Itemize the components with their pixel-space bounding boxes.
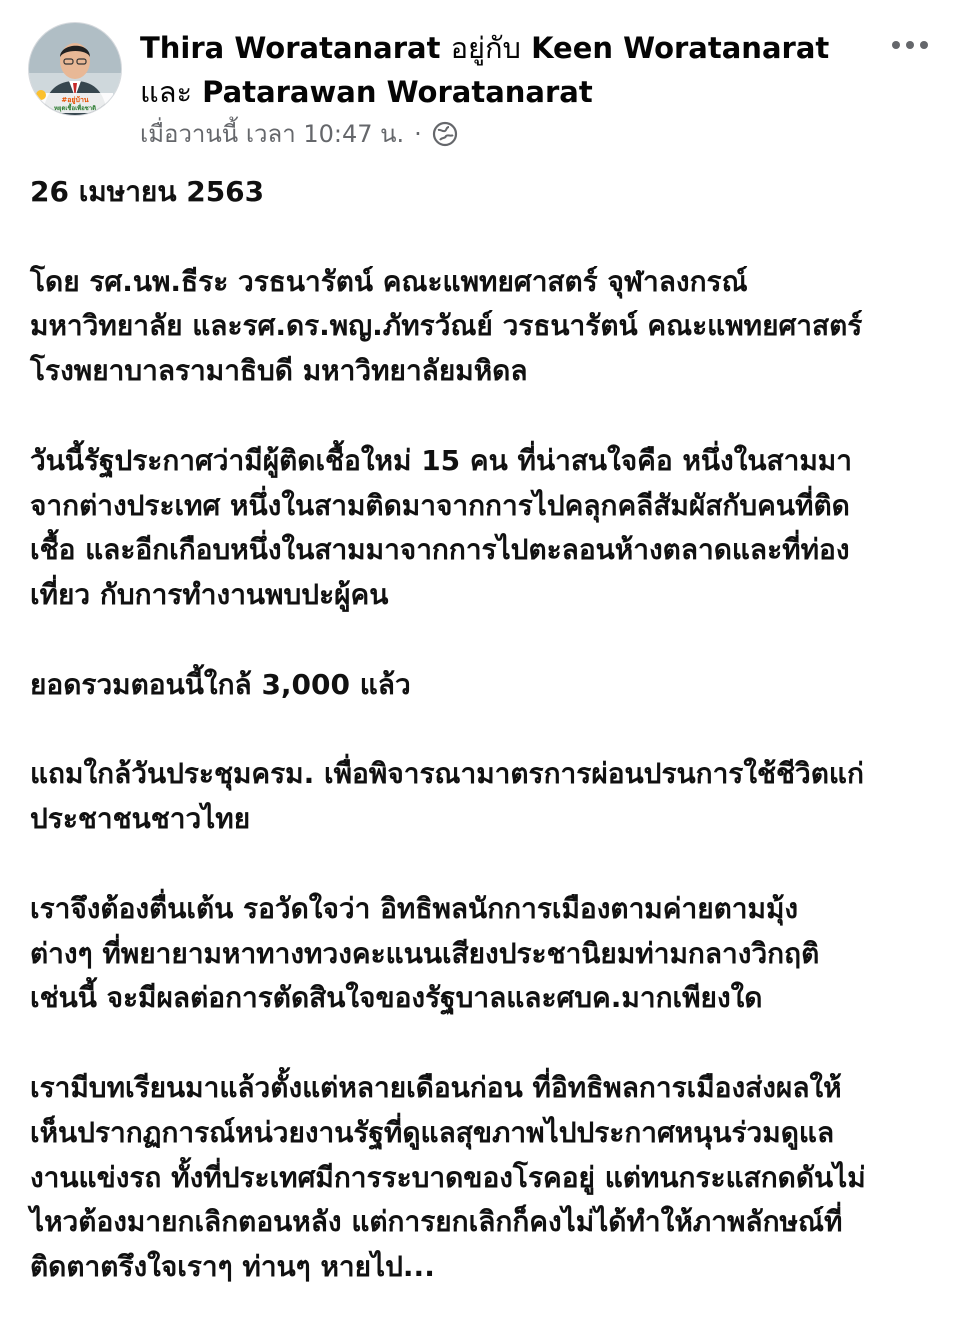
avatar-caption-1: #อยู่บ้าน <box>61 96 89 104</box>
and-text: และ <box>140 75 193 109</box>
paragraph-line: เรามีบทเรียนมาแล้วตั้งแต่หลายเดือนก่อน ที่อิทธิพลการเมืองส่งผลให้ <box>30 1070 842 1104</box>
paragraph-line: เห็นปรากฏการณ์หน่วยงานรัฐที่ดูแลสุขภาพไปประกาศหนุนร่วมดูแล <box>30 1115 835 1149</box>
paragraph-6 <box>30 1066 940 1290</box>
paragraph-line: เราจึงต้องตื่นเต้น รอวัดใจว่า อิทธิพลนักการเมืองตามค่ายตามมุ้ง <box>30 891 799 925</box>
paragraph-line: แถมใกล้วันประชุมครม. เพื่อพิจารณามาตรการผ่อนปรนการใช้ชีวิตแก่ <box>30 757 864 791</box>
post-header <box>0 0 960 160</box>
avatar-image <box>29 23 121 115</box>
paragraph-line: เชื้อ และอีกเกือบหนึ่งในสามมาจากการไปตะลอนห้างตลาดและที่ท่อง <box>30 533 850 567</box>
post-date: 26 เมษายน 2563 <box>30 175 265 208</box>
paragraph-line: เช่นนี้ จะมีผลต่อการตัดสินใจของรัฐบาลและศบค.มากเพียงใด <box>30 981 763 1015</box>
paragraph-line: โดย รศ.นพ.ธีระ วรธนารัตน์ คณะแพทยศาสตร์ จุฬาลงกรณ์ <box>30 264 748 298</box>
paragraph-line: มหาวิทยาลัย และรศ.ดร.พญ.ภัทรวัณย์ วรธนารัตน์ คณะแพทยศาสตร์ <box>30 309 863 343</box>
globe-icon[interactable] <box>432 121 458 147</box>
paragraph-line: ติดตาตรึงใจเราๆ ท่านๆ หายไป... <box>30 1250 435 1284</box>
with-text: อยู่กับ <box>450 31 521 65</box>
paragraph-1 <box>30 260 940 394</box>
paragraph-line: ยอดรวมตอนนี้ใกล้ 3,000 แล้ว <box>30 667 411 701</box>
paragraph-3 <box>30 663 940 708</box>
paragraph-line: ต่างๆ ที่พยายามหาทางทวงคะแนนเสียงประชานิยมท่ามกลางวิกฤติ <box>30 936 820 970</box>
post-body <box>30 170 940 1335</box>
author-line <box>140 26 880 114</box>
paragraph-line: โรงพยาบาลรามาธิบดี มหาวิทยาลัยมหิดล <box>30 354 528 388</box>
paragraph-line: จากต่างประเทศ หนึ่งในสามติดมาจากการไปคลุกคลีสัมผัสกับคนที่ติด <box>30 488 850 522</box>
paragraph-5 <box>30 887 940 1021</box>
more-options-icon[interactable] <box>888 30 932 60</box>
paragraph-line: ไหวต้องมายกเลิกตอนหลัง แต่การยกเลิกก็คงไม่ได้ทำให้ภาพลักษณ์ที่ <box>30 1205 843 1239</box>
author-name[interactable]: Thira Woratanarat <box>140 31 441 65</box>
paragraph-4 <box>30 752 940 842</box>
paragraph-2 <box>30 439 940 618</box>
meta-separator: · <box>414 119 422 148</box>
tagged-user-2[interactable]: Patarawan Woratanarat <box>202 75 593 109</box>
post-timestamp[interactable]: เมื่อวานนี้ เวลา 10:47 น. <box>140 120 405 148</box>
paragraph-line: งานแข่งรถ ทั้งที่ประเทศมีการระบาดของโรคอยู่ แต่ทนกระแสกดดันไม่ <box>30 1160 866 1194</box>
paragraph-line: เที่ยว กับการทำงานพบปะผู้คน <box>30 578 389 612</box>
paragraph-line: วันนี้รัฐประกาศว่ามีผู้ติดเชื้อใหม่ 15 คน ที่น่าสนใจคือ หนึ่งในสามมา <box>30 443 852 477</box>
tagged-user-1[interactable]: Keen Woratanarat <box>531 31 830 65</box>
post-meta <box>140 114 458 153</box>
paragraph-line: ประชาชนชาวไทย <box>30 802 251 836</box>
avatar-caption-2: หยุดเชื้อเพื่อชาติ <box>53 105 97 112</box>
author-avatar[interactable] <box>28 22 122 116</box>
